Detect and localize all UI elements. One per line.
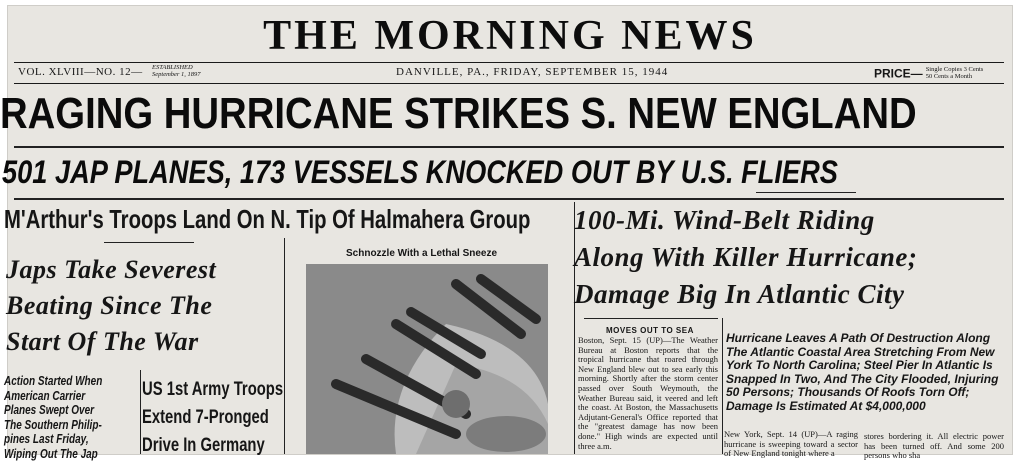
moves-out-body: Boston, Sept. 15 (UP)—The Weather Bureau at Boston reports that the tropical hurricane that roared through New England blew out to sea early this morning. Shortly after the storm center passed over South Weymouth, the Weather Bureau said, it veered and left the coast. At Boston, the Massachusetts Adjutant-General's Office reported that the "greatest damage has now been done." High winds are expected until three a.m. xyxy=(578,335,718,451)
price-label: PRICE— xyxy=(874,66,923,81)
destruction-subheadline: Hurricane Leaves A Path Of Destruction Along The Atlantic Coastal Area Stretching From New York To North Carolina; Steel Pier In Atlantic Is Snapped In Two, And The City Flooded, Injuring 50 Persons; Thousands Of Roofs Torn Off; Damage Is Estimated At $4,000,000 xyxy=(726,331,999,413)
macarthur-headline: M'Arthur's Troops Land On N. Tip Of Halmahera Group xyxy=(4,204,531,234)
carrier-story-headline xyxy=(4,374,137,461)
photo-left-border xyxy=(284,238,285,454)
established-date: September 1, 1897 xyxy=(152,71,201,78)
place-and-date: DANVILLE, PA., FRIDAY, SEPTEMBER 15, 1944 xyxy=(396,66,669,78)
army-line-1: US 1st Army Troops xyxy=(142,379,284,400)
moves-top-rule xyxy=(584,318,718,319)
moves-out-heading: MOVES OUT TO SEA xyxy=(606,326,694,335)
leave-left-border xyxy=(722,318,723,454)
japs-line-3: Start Of The War xyxy=(6,327,199,356)
short-rule xyxy=(756,192,856,193)
second-headline: 501 JAP PLANES, 173 VESSELS KNOCKED OUT BY U.S. FLIERS xyxy=(2,154,838,190)
army-line-3: Drive In Germany xyxy=(142,435,265,456)
new-york-story: New York, Sept. 14 (UP)—A raging hurricane is sweeping toward a sector of New England tonight where a xyxy=(724,429,858,459)
main-headline: RAGING HURRICANE STRIKES S. NEW ENGLAND xyxy=(0,89,917,138)
left-line-2: American Carrier xyxy=(4,388,86,403)
army-line-2: Extend 7-Pronged xyxy=(142,407,269,428)
price-note-single: Single Copies 3 Cents xyxy=(925,66,984,74)
japs-top-rule xyxy=(104,242,194,243)
price-note-month: 50 Cents a Month xyxy=(925,73,973,81)
left-line-5: pines Last Friday, xyxy=(4,432,89,446)
japs-line-2: Beating Since The xyxy=(6,291,213,320)
price-block xyxy=(874,64,983,82)
volume-number: VOL. XLVIII—NO. 12— xyxy=(18,66,143,78)
stores-story: stores bordering it. All electric power has been turned off. And some 200 persons who sha xyxy=(864,431,1004,461)
japs-line-1: Japs Take Severest xyxy=(6,255,217,284)
wind-belt-headline xyxy=(574,202,917,313)
left-line-1: Action Started When xyxy=(4,374,103,388)
japs-headline xyxy=(6,252,216,360)
army-left-border xyxy=(140,370,141,454)
newspaper-front-page xyxy=(0,6,1012,461)
second-rule xyxy=(14,198,1004,200)
battleship-guns-photo xyxy=(306,264,548,454)
wind-line-3: Damage Big In Atlantic City xyxy=(574,279,905,309)
wind-line-2: Along With Killer Hurricane; xyxy=(574,242,918,272)
army-headline xyxy=(142,376,283,460)
masthead-title: THE MORNING NEWS xyxy=(263,13,757,59)
established-note xyxy=(152,64,201,78)
left-line-6: Wiping Out The Jap xyxy=(4,446,98,461)
left-line-4: The Southern Philip- xyxy=(4,417,102,432)
left-line-3: Planes Swept Over xyxy=(4,403,95,417)
price-note xyxy=(926,66,984,80)
headline-rule xyxy=(14,146,1004,148)
wind-line-1: 100-Mi. Wind-Belt Riding xyxy=(574,205,875,235)
established-label: ESTABLISHED xyxy=(152,64,193,71)
photo-caption: Schnozzle With a Lethal Sneeze xyxy=(346,248,498,259)
battleship-guns-image xyxy=(306,264,548,454)
